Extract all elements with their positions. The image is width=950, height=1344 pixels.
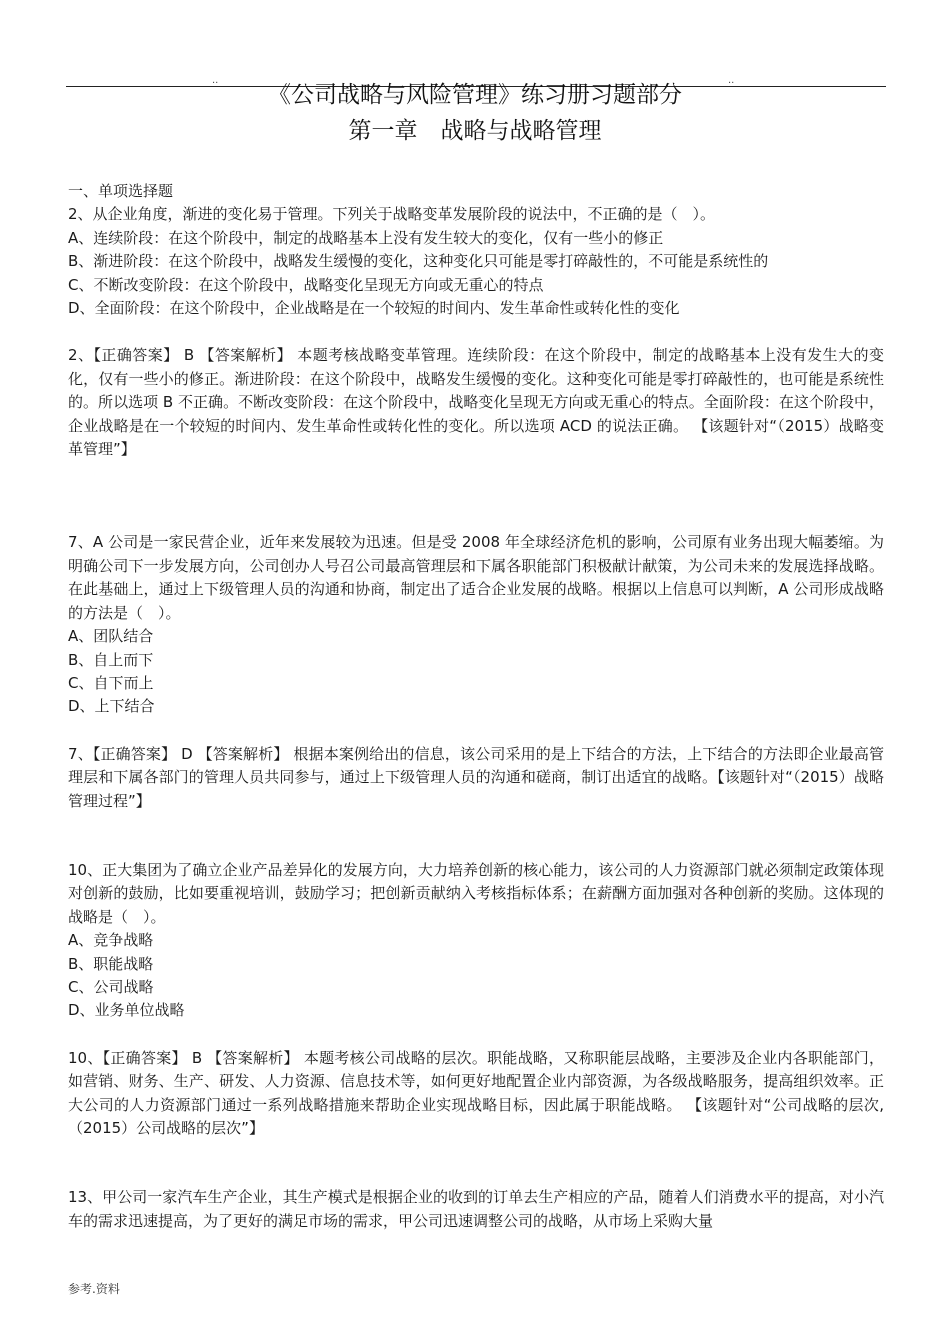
- question-10: [68, 859, 884, 1023]
- question-13: [68, 1186, 884, 1233]
- question-7: [68, 531, 884, 718]
- option-d: D、上下结合: [68, 697, 155, 716]
- option-d: D、全面阶段：在这个阶段中，企业战略是在一个较短的时间内、发生革命性或转化性的变化: [68, 299, 680, 318]
- page-footer: 参考.资料: [68, 1282, 120, 1296]
- option-a: A、连续阶段：在这个阶段中，制定的战略基本上没有发生较大的变化，仅有一些小的修正: [68, 228, 664, 247]
- document-body: [68, 180, 884, 1233]
- question-stem: 2、从企业角度，渐进的变化易于管理。下列关于战略变革发展阶段的说法中，不正确的是（ ）。: [68, 205, 716, 224]
- option-b: B、职能战略: [68, 954, 154, 973]
- question-stem: 10、正大集团为了确立企业产品差异化的发展方向，大力培养创新的核心能力，该公司的人力资源部门就必须制定政策体现对创新的鼓励，比如要重视培训，鼓励学习；把创新贡献纳入考核指标体系；在薪酬方面加强对各种创新的奖励。这体现的战略是（ ）。: [68, 860, 884, 926]
- question-stem: 7、A 公司是一家民营企业，近年来发展较为迅速。但是受 2008 年全球经济危机的影响，公司原有业务出现大幅萎缩。为明确公司下一步发展方向，公司创办人号召公司最高管理层和下属各职能部门积极献计献策，为公司未来的发展选择战略。在此基础上，通过上下级管理人员的沟通和协商，制定出了适合企业发展的战略。根据以上信息可以判断，A 公司形成战略的方法是（ ）。: [68, 533, 884, 622]
- question-stem: 13、甲公司一家汽车生产企业，其生产模式是根据企业的收到的订单去生产相应的产品，随着人们消费水平的提高，对小汽车的需求迅速提高，为了更好的满足市场的需求，甲公司迅速调整公司的战略，从市场上采购大量: [68, 1188, 884, 1230]
- option-c: C、公司战略: [68, 977, 154, 996]
- option-d: D、业务单位战略: [68, 1001, 185, 1020]
- option-c: C、不断改变阶段：在这个阶段中，战略变化呈现无方向或无重心的特点: [68, 275, 544, 294]
- answer-explanation-7: 7、【正确答案】 D 【答案解析】 根据本案例给出的信息，该公司采用的是上下结合的方法，上下结合的方法即企业最高管理层和下属各部门的管理人员共同参与，通过上下级管理人员的沟通和磋商，制订出适宜的战略。【该题针对“（2015）战略管理过程”】: [68, 744, 884, 810]
- option-c: C、自下而上: [68, 673, 154, 692]
- section-heading: 一、单项选择题: [68, 182, 174, 200]
- chapter-title: 第一章 战略与战略管理: [348, 118, 602, 144]
- answer-explanation-10: 10、【正确答案】 B 【答案解析】 本题考核公司战略的层次。职能战略，又称职能层战略，主要涉及企业内各职能部门，如营销、财务、生产、研发、人力资源、信息技术等，如何更好地配置企业内部资源，为各级战略服务，提高组织效率。正大公司的人力资源部门通过一系列战略措施来帮助企业实现战略目标，因此属于职能战略。 【该题针对“公司战略的层次,（2015）公司战略的层次”】: [68, 1048, 884, 1137]
- answer-explanation-2: 2、【正确答案】 B 【答案解析】 本题考核战略变革管理。连续阶段：在这个阶段中，制定的战略基本上没有发生大的变化，仅有一些小的修正。渐进阶段：在这个阶段中，战略发生缓慢的变化。这种变化可能是零打碎敲性的，也可能是系统性的。所以选项 B 不正确。不断改变阶段：在这个阶段中，战略变化呈现无方向或无重心的特点。全面阶段：在这个阶段中，企业战略是在一个较短的时间内、发生革命性或转化性的变化。所以选项 ACD 的说法正确。 【该题针对“（2015）战略变革管理”】: [68, 346, 884, 459]
- option-b: B、渐进阶段：在这个阶段中，战略发生缓慢的变化，这种变化只可能是零打碎敲性的，不可能是系统性的: [68, 252, 769, 271]
- option-a: A、团队结合: [68, 627, 154, 646]
- option-b: B、自上而下: [68, 650, 154, 669]
- option-a: A、竞争战略: [68, 931, 154, 950]
- document-title: 《公司战略与风险管理》练习册习题部分: [268, 82, 682, 108]
- question-2: [68, 203, 884, 320]
- header-dots-left: ..: [212, 75, 219, 86]
- header-dots-right: ..: [728, 75, 735, 86]
